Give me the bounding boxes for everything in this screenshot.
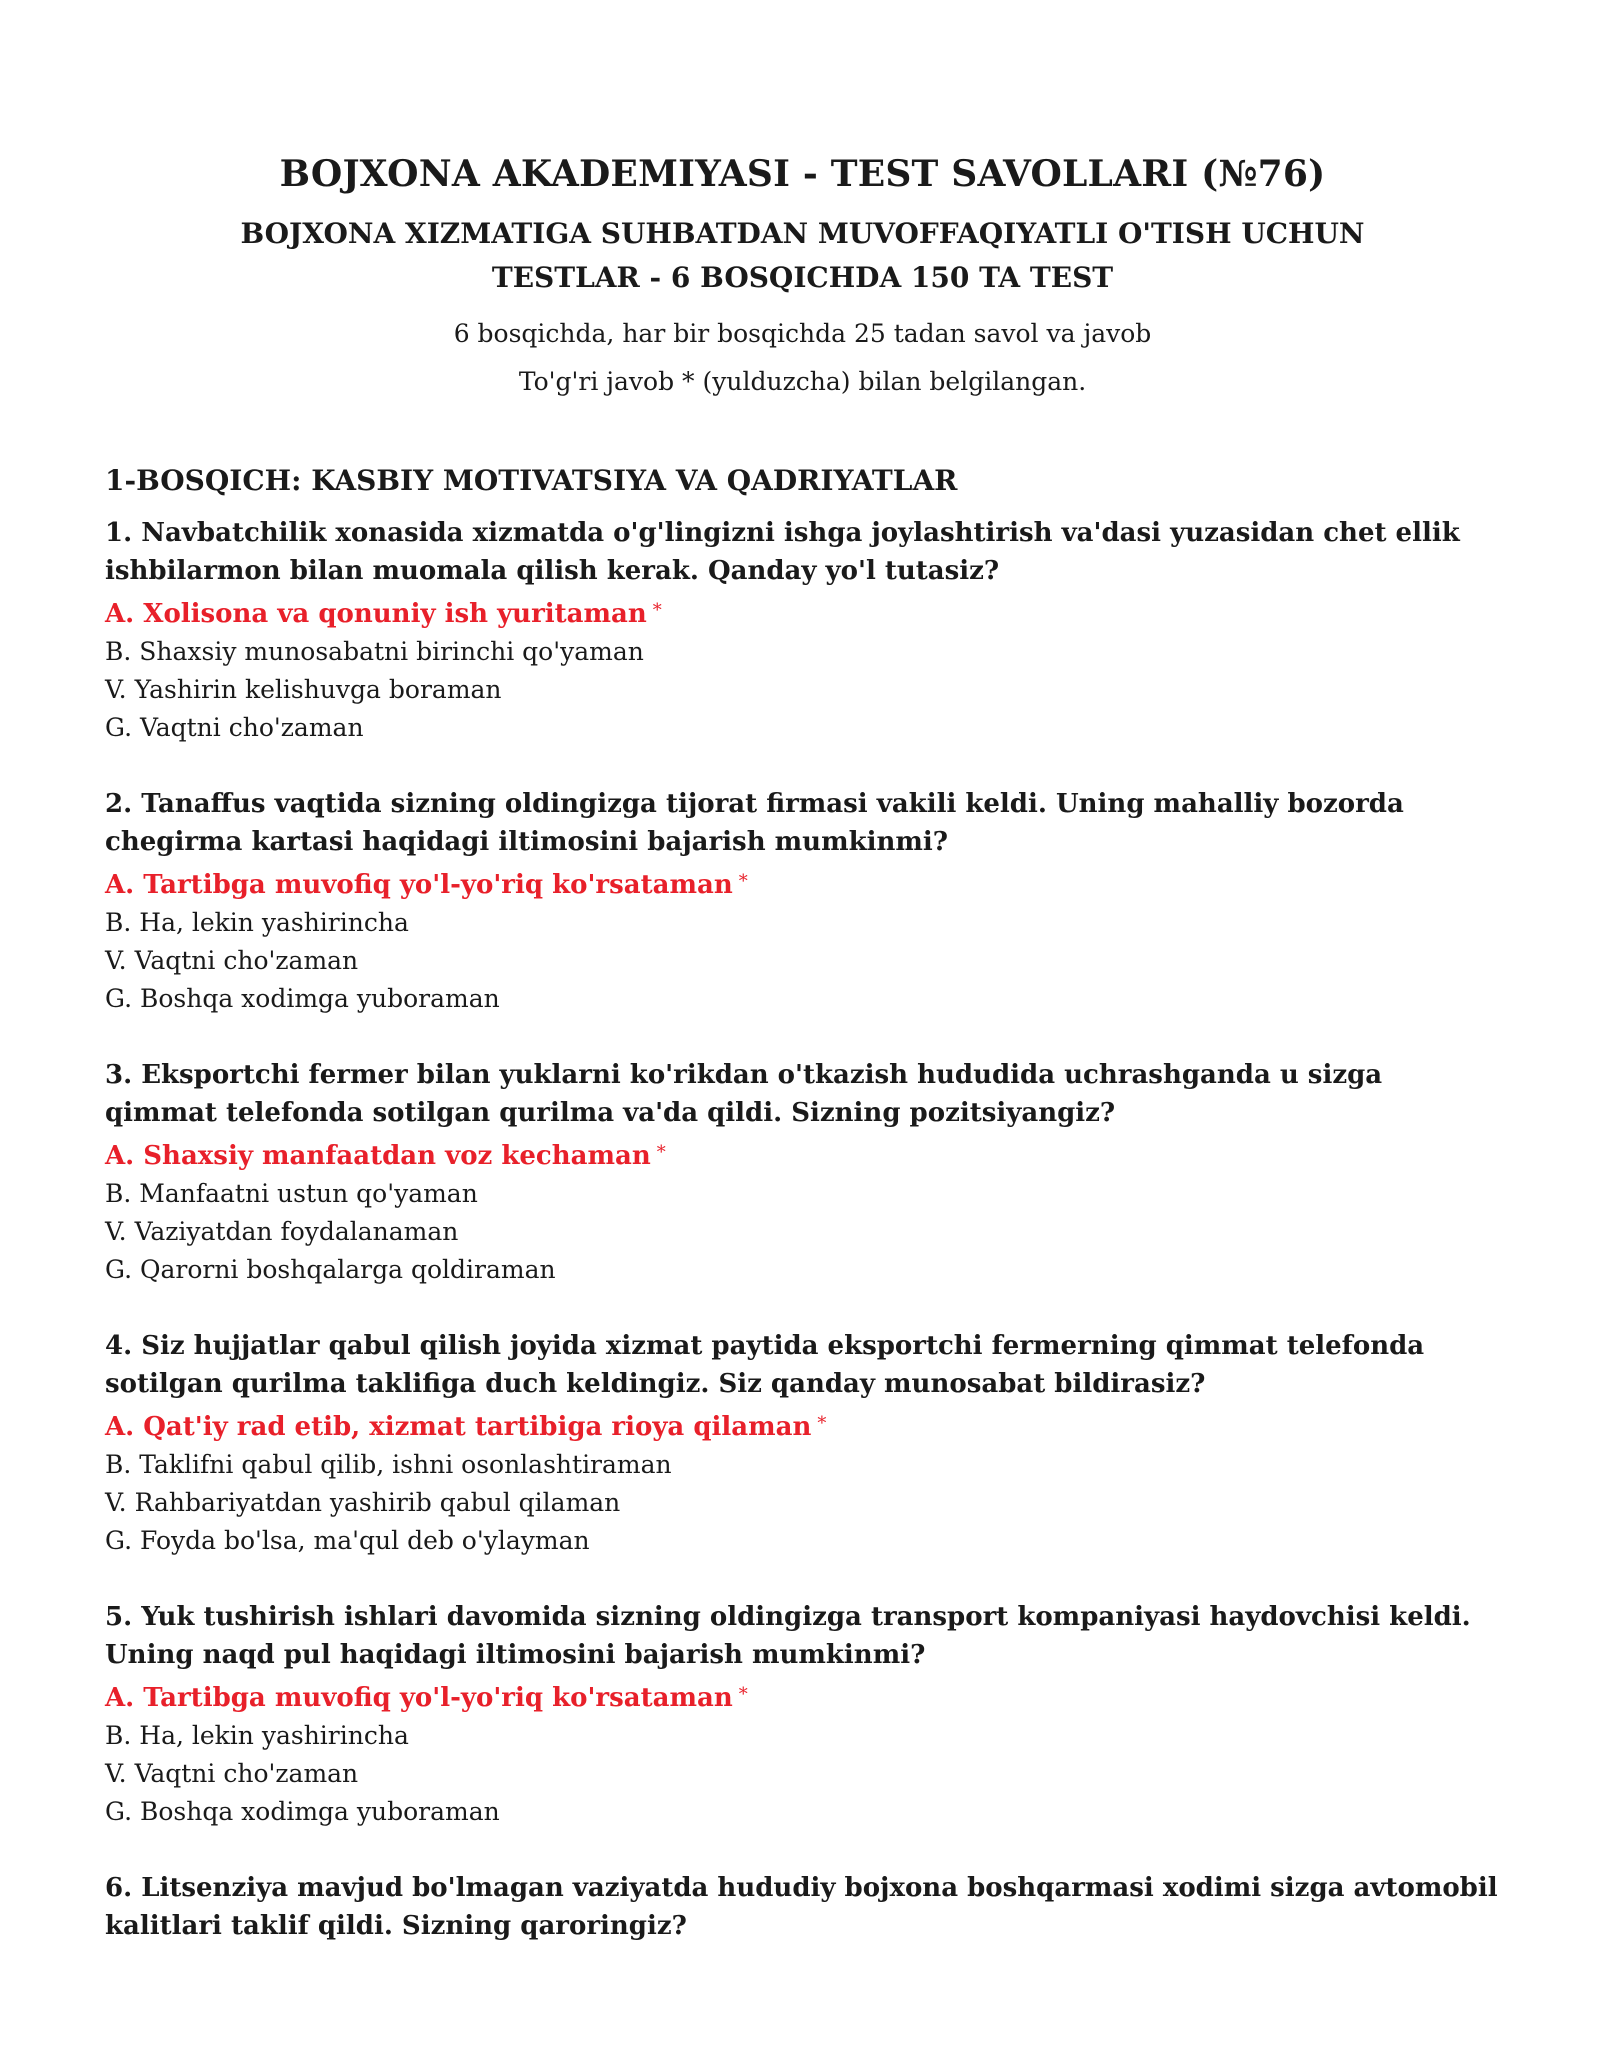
answer-option-v: V. Vaqtni cho'zaman <box>105 946 359 975</box>
answer-option-b: B. Ha, lekin yashirincha <box>105 1721 409 1750</box>
correct-star-marker: * <box>656 1142 666 1163</box>
answer-option-g: G. Boshqa xodimga yuboraman <box>105 984 500 1013</box>
question-4 <box>105 1327 1500 1560</box>
answer-option-g: G. Boshqa xodimga yuboraman <box>105 1797 500 1826</box>
answer-option-b: B. Taklifni qabul qilib, ishni osonlashtiraman <box>105 1450 672 1479</box>
answer-option-v: V. Vaqtni cho'zaman <box>105 1759 359 1788</box>
question-6 <box>105 1869 1500 1945</box>
question-3 <box>105 1056 1500 1289</box>
correct-star-marker: * <box>738 871 748 892</box>
correct-answer-text: A. Tartibga muvofiq yo'l-yo'riq ko'rsataman <box>105 870 733 900</box>
correct-answer <box>105 1134 1500 1175</box>
correct-answer-text: A. Shaxsiy manfaatdan voz kechaman <box>105 1141 651 1171</box>
answer-option-b: B. Manfaatni ustun qo'yaman <box>105 1179 478 1208</box>
correct-star-marker: * <box>652 600 662 621</box>
question-2 <box>105 785 1500 1018</box>
question-text: 1. Navbatchilik xonasida xizmatda o'g'lingizni ishga joylashtirish va'dasi yuzasidan chet ellik ishbilarmon bilan muomala qilish kerak. Qanday yo'l tutasiz? <box>105 518 1460 586</box>
correct-answer <box>105 592 1500 633</box>
answer-option-g: G. Foyda bo'lsa, ma'qul deb o'ylayman <box>105 1526 590 1555</box>
correct-answer-text: A. Tartibga muvofiq yo'l-yo'riq ko'rsataman <box>105 1683 733 1713</box>
question-1 <box>105 514 1500 747</box>
document-title: BOJXONA AKADEMIYASI - TEST SAVOLLARI (№76) <box>279 153 1326 195</box>
intro-line-1: 6 bosqichda, har bir bosqichda 25 tadan savol va javob <box>453 319 1152 348</box>
document-subtitle: BOJXONA XIZMATIGA SUHBATDAN MUVOFFAQIYATLI O'TISH UCHUN TESTLAR - 6 BOSQICHDA 150 TA TEST <box>240 217 1365 294</box>
answer-option-v: V. Rahbariyatdan yashirib qabul qilaman <box>105 1488 621 1517</box>
correct-answer-text: A. Xolisona va qonuniy ish yuritaman <box>105 599 647 629</box>
correct-answer <box>105 863 1500 904</box>
question-text: 5. Yuk tushirish ishlari davomida sizning oldingizga transport kompaniyasi haydovchisi keldi. Uning naqd pul haqidagi iltimosini bajarish mumkinmi? <box>105 1602 1471 1670</box>
answer-option-v: V. Vaziyatdan foydalanaman <box>105 1217 459 1246</box>
correct-answer <box>105 1676 1500 1717</box>
answer-option-b: B. Shaxsiy munosabatni birinchi qo'yaman <box>105 637 644 666</box>
correct-star-marker: * <box>817 1413 827 1434</box>
question-text: 3. Eksportchi fermer bilan yuklarni ko'rikdan o'tkazish hududida uchrashganda u sizga qimmat telefonda sotilgan qurilma va'da qildi. Sizning pozitsiyangiz? <box>105 1060 1383 1128</box>
correct-answer <box>105 1405 1500 1446</box>
answer-option-g: G. Vaqtni cho'zaman <box>105 713 364 742</box>
question-text: 6. Litsenziya mavjud bo'lmagan vaziyatda hududiy bojxona boshqarmasi xodimi sizga avtomobil kalitlari taklif qildi. Sizning qaroringiz? <box>105 1873 1498 1941</box>
section-heading: 1-BOSQICH: KASBIY MOTIVATSIYA VA QADRIYATLAR <box>105 464 958 497</box>
question-5 <box>105 1598 1500 1831</box>
answer-option-v: V. Yashirin kelishuvga boraman <box>105 675 502 704</box>
correct-star-marker: * <box>738 1684 748 1705</box>
question-text: 2. Tanaffus vaqtida sizning oldingizga tijorat firmasi vakili keldi. Uning mahalliy bozorda chegirma kartasi haqidagi iltimosini bajarish mumkinmi? <box>105 789 1404 857</box>
question-text: 4. Siz hujjatlar qabul qilish joyida xizmat paytida eksportchi fermerning qimmat telefonda sotilgan qurilma taklifiga duch keldingiz. Siz qanday munosabat bildirasiz? <box>105 1331 1425 1399</box>
intro-line-2: To'g'ri javob * (yulduzcha) bilan belgilangan. <box>518 367 1087 396</box>
correct-answer-text: A. Qat'iy rad etib, xizmat tartibiga rioya qilaman <box>105 1412 812 1442</box>
answer-option-g: G. Qarorni boshqalarga qoldiraman <box>105 1255 556 1284</box>
answer-option-b: B. Ha, lekin yashirincha <box>105 908 409 937</box>
